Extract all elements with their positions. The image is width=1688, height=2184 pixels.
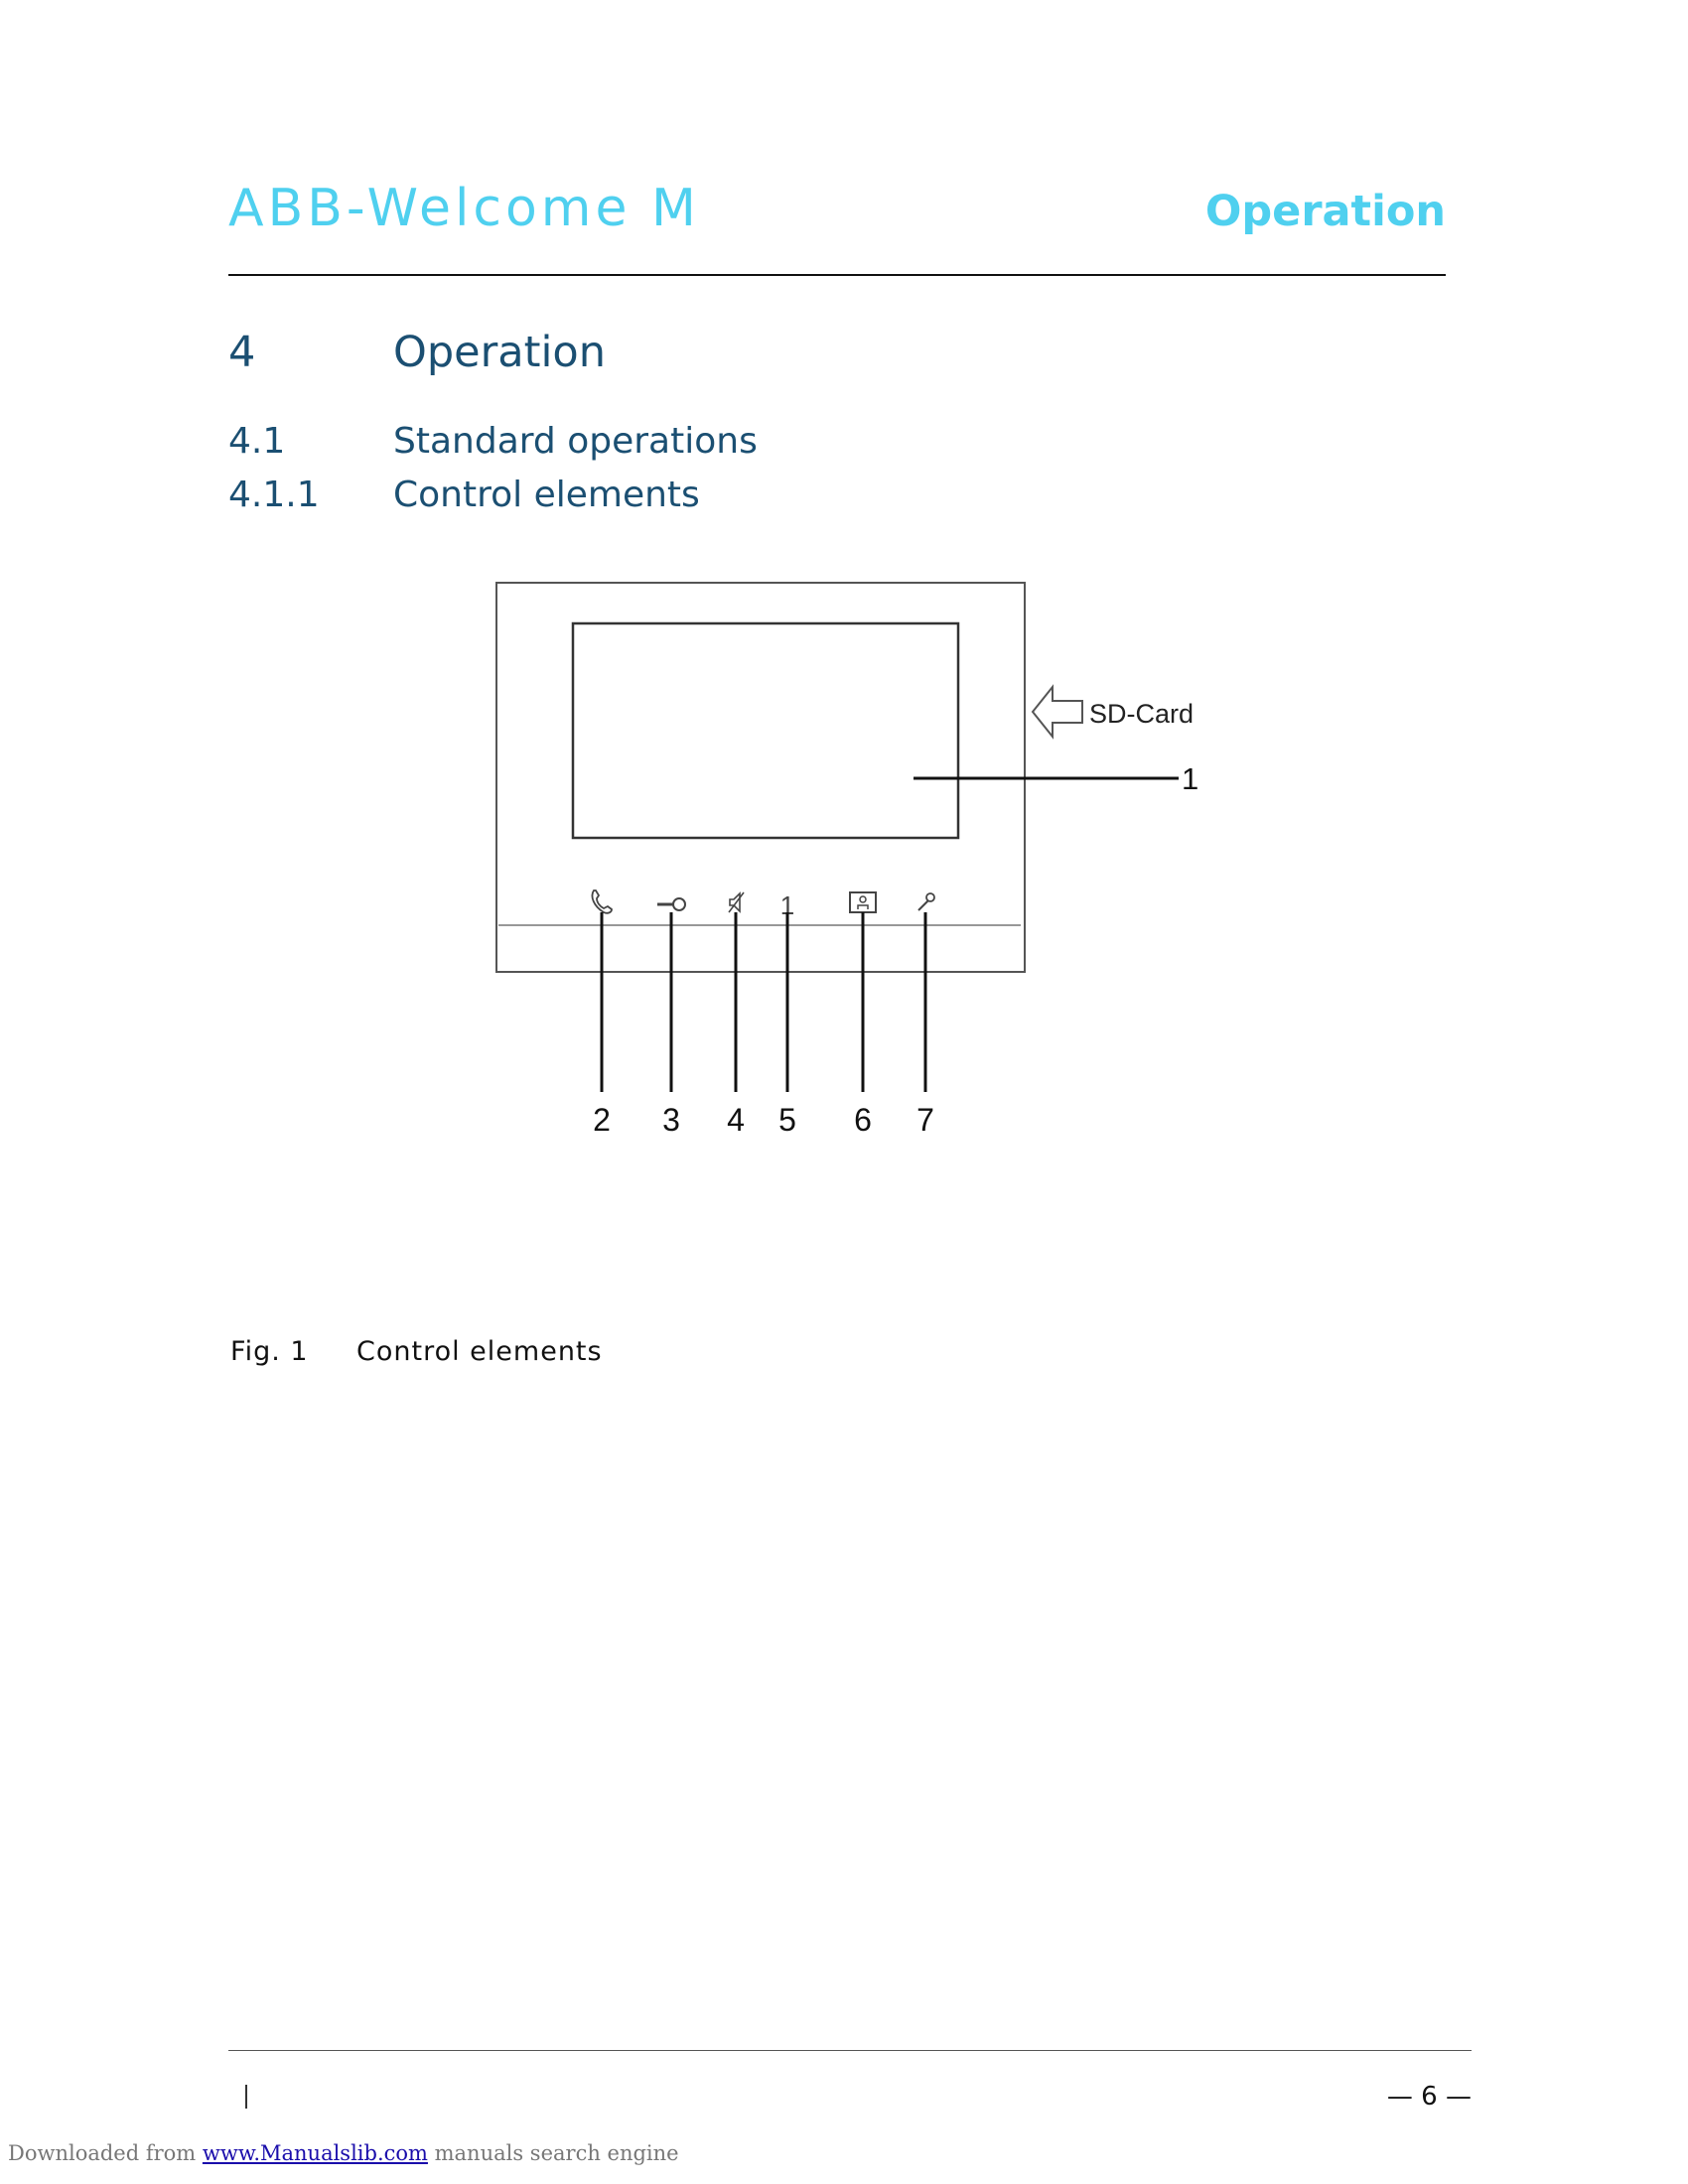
sd-card-label: SD-Card xyxy=(1089,699,1195,729)
download-suffix: manuals search engine xyxy=(427,2141,679,2165)
one-icon: 1 xyxy=(779,890,795,920)
callout-number-2: 2 xyxy=(593,1102,611,1138)
screen-callout-number: 1 xyxy=(1182,761,1199,796)
heading-2-title: Standard operations xyxy=(393,421,758,462)
callout-number-5: 5 xyxy=(778,1102,796,1138)
callout-number-4: 4 xyxy=(727,1102,745,1138)
callout-number-3: 3 xyxy=(662,1102,680,1138)
footer-divider xyxy=(228,2050,1472,2051)
callout-number-7: 7 xyxy=(916,1102,934,1138)
manualslib-link[interactable]: www.Manualslib.com xyxy=(202,2141,428,2165)
device-screen xyxy=(573,623,958,838)
section-title: Operation xyxy=(1204,187,1446,236)
heading-2-number: 4.1 xyxy=(228,421,286,462)
heading-3-title: Control elements xyxy=(393,475,700,515)
footer-marker xyxy=(245,2085,247,2109)
heading-3-number: 4.1.1 xyxy=(228,475,320,515)
download-notice xyxy=(8,2141,679,2165)
heading-1-title: Operation xyxy=(393,328,606,377)
document-title: ABB-Welcome M xyxy=(228,179,700,238)
heading-1-number: 4 xyxy=(228,328,256,377)
download-prefix: Downloaded from xyxy=(8,2141,203,2165)
figure-caption-number: Fig. 1 xyxy=(230,1336,309,1367)
page-number: — 6 — xyxy=(1386,2082,1472,2112)
sd-card-arrow-icon xyxy=(1033,687,1082,737)
control-elements-figure xyxy=(477,571,1231,1147)
header-divider xyxy=(228,274,1446,276)
intercom-icon xyxy=(850,892,876,912)
callout-number-6: 6 xyxy=(854,1102,872,1138)
figure-caption-text: Control elements xyxy=(356,1336,603,1367)
